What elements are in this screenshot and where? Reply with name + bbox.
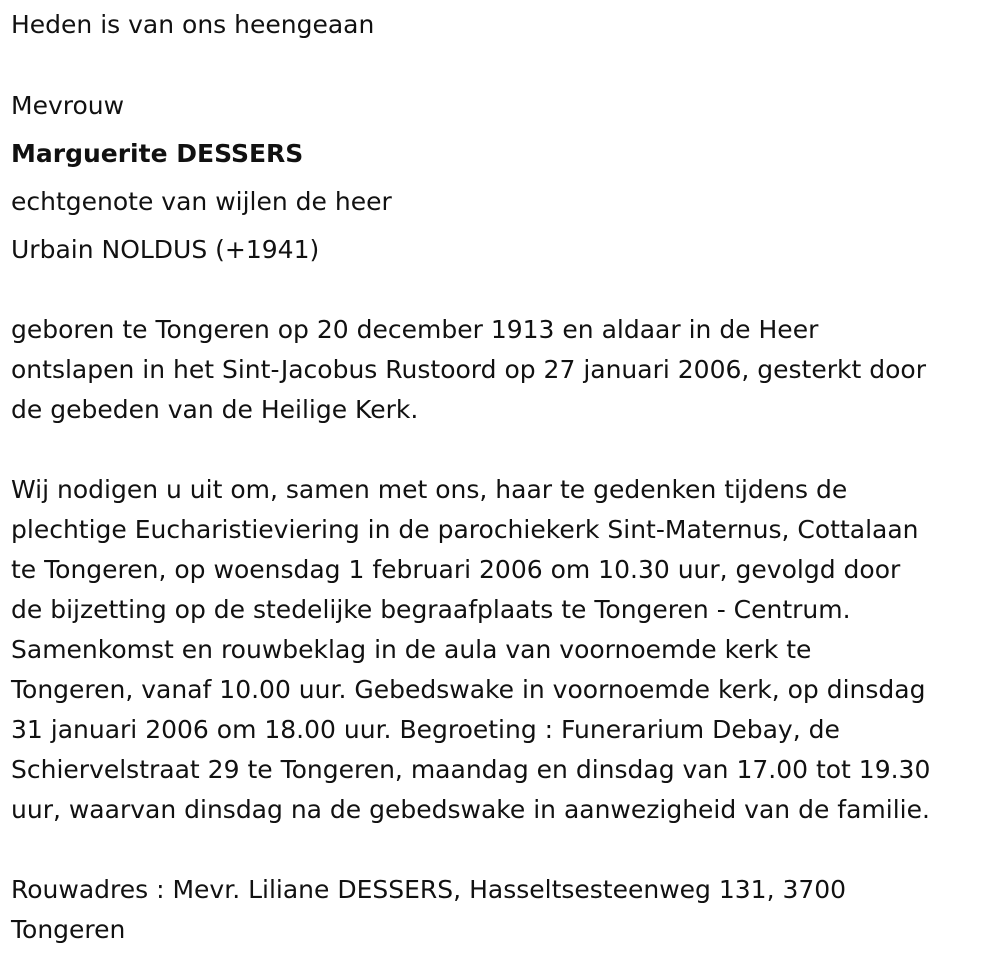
- service-line: Schiervelstraat 29 te Tongeren, maandag en dinsdag van 17.00 tot 19.30: [11, 755, 931, 784]
- relation-line: echtgenote van wijlen de heer: [11, 187, 392, 216]
- birth-line: ontslapen in het Sint-Jacobus Rustoord op 27 januari 2006, gesterkt door: [11, 355, 926, 384]
- deceased-name: Marguerite DESSERS: [11, 139, 304, 168]
- address-line: Rouwadres : Mevr. Liliane DESSERS, Hasseltsesteenweg 131, 3700: [11, 875, 847, 904]
- spouse-line: Urbain NOLDUS (+1941): [11, 235, 320, 264]
- service-line: 31 januari 2006 om 18.00 uur. Begroeting : Funerarium Debay, de: [11, 715, 840, 744]
- salutation: Mevrouw: [11, 91, 125, 120]
- service-line: uur, waarvan dinsdag na de gebedswake in aanwezigheid van de familie.: [11, 795, 930, 824]
- service-line: te Tongeren, op woensdag 1 februari 2006 om 10.30 uur, gevolgd door: [11, 555, 901, 584]
- service-line: de bijzetting op de stedelijke begraafplaats te Tongeren - Centrum.: [11, 595, 851, 624]
- service-line: plechtige Eucharistieviering in de parochiekerk Sint-Maternus, Cottalaan: [11, 515, 919, 544]
- service-line: Tongeren, vanaf 10.00 uur. Gebedswake in voornoemde kerk, op dinsdag: [11, 675, 926, 704]
- service-line: Samenkomst en rouwbeklag in de aula van voornoemde kerk te: [11, 635, 812, 664]
- service-line: Wij nodigen u uit om, samen met ons, haar te gedenken tijdens de: [11, 475, 848, 504]
- intro-line: Heden is van ons heengeaan: [11, 10, 375, 39]
- address-line: Tongeren: [11, 915, 126, 944]
- birth-line: de gebeden van de Heilige Kerk.: [11, 395, 419, 424]
- birth-line: geboren te Tongeren op 20 december 1913 en aldaar in de Heer: [11, 315, 819, 344]
